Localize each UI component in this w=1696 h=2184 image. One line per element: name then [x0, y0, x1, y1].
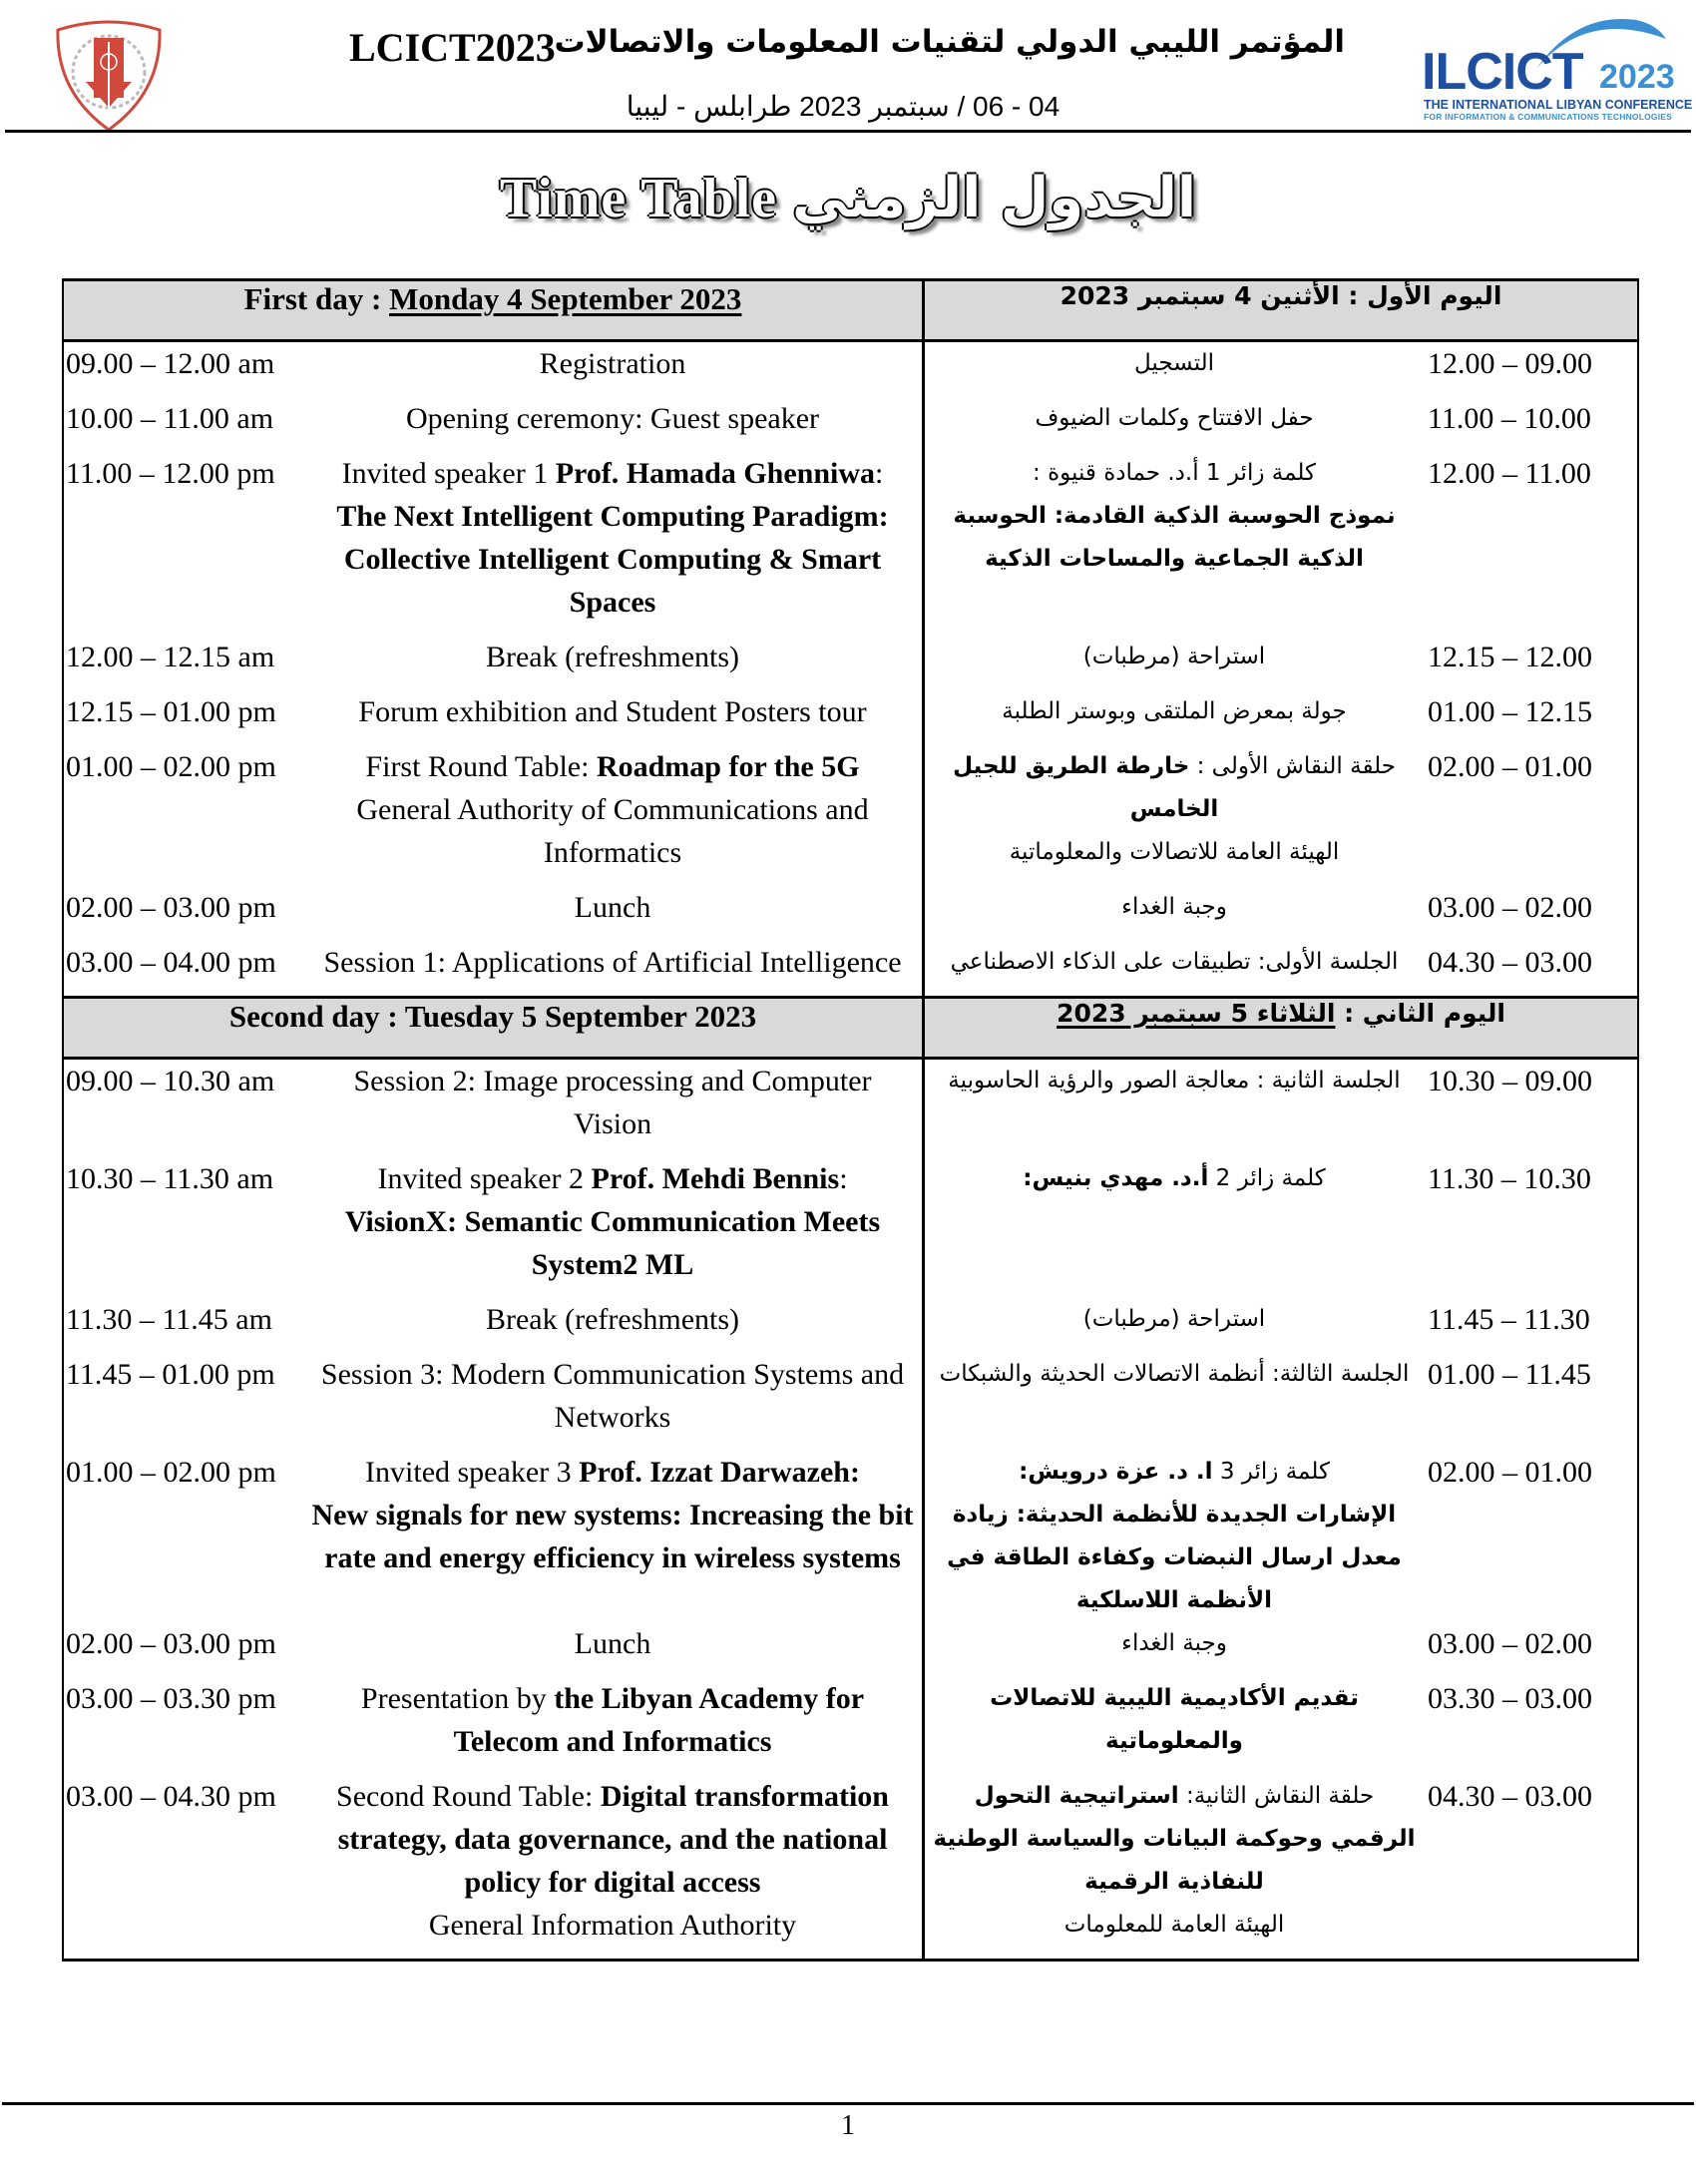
session-desc-en: [311, 690, 922, 733]
day-label-en: Second day :: [228, 999, 405, 1034]
session-desc-ar: [925, 1775, 1418, 1947]
session-title-en: Break (refreshments): [485, 641, 740, 673]
row-spacer: [64, 874, 922, 886]
session-title-en: Lunch: [574, 1627, 651, 1660]
row-spacer: [64, 1341, 922, 1353]
session-title-en: Presentation by: [360, 1682, 555, 1715]
schedule-line-ar: [925, 636, 1637, 678]
time-slot-en: 10.00 – 11.00 am: [66, 402, 274, 435]
row-spacer: [64, 1579, 922, 1591]
schedule-cell-ar: [924, 1157, 1639, 1298]
conference-dates-location: 04 - 06 / سبتمبر 2023 طرابلس - ليبيا: [626, 91, 1060, 122]
organizer-ar: الهيئة العامة للمعلومات: [1063, 1912, 1285, 1938]
schedule-cell-en: [63, 1451, 924, 1622]
time-slot-ar: 12.00 – 09.00: [1428, 347, 1592, 380]
time-slot-en: 10.30 – 11.30 am: [66, 1162, 274, 1195]
session-title-en: First Round Table:: [365, 750, 597, 783]
schedule-line-en: [64, 690, 922, 733]
schedule-cell-ar: [924, 886, 1639, 941]
row-spacer: [64, 440, 922, 452]
logo-tagline-2: FOR INFORMATION & COMMUNICATIONS TECHNOLOGIES: [1424, 112, 1673, 122]
conference-acronym: LCICT2023: [349, 25, 556, 70]
session-desc-en: [311, 1622, 922, 1665]
day-date-en: Tuesday 5 September 2023: [404, 999, 757, 1034]
header-divider: [5, 130, 1691, 133]
row-spacer: [64, 1947, 922, 1959]
schedule-line-ar: [925, 745, 1637, 874]
session-desc-en: [311, 1298, 922, 1341]
day-header-ar: [924, 280, 1639, 341]
time-slot-ar: 02.00 – 01.00: [1428, 750, 1592, 783]
time-slot-ar: 11.45 – 11.30: [1428, 1303, 1590, 1336]
schedule-row: [63, 636, 1638, 690]
session-title-ar: جولة بمعرض الملتقى وبوستر الطلبة: [1002, 698, 1347, 724]
session-title-en-bold: the Libyan Academy for Telecom and Informatics: [453, 1682, 865, 1758]
schedule-row: [63, 1157, 1638, 1298]
session-desc-en: [311, 1775, 922, 1947]
session-desc-ar: [925, 1677, 1418, 1763]
session-title-en: Session 2: Image processing and Computer Vision: [353, 1065, 872, 1140]
schedule-cell-en: [63, 397, 924, 452]
schedule-line-en: [64, 397, 922, 440]
time-slot-en: 02.00 – 03.00 pm: [66, 891, 276, 924]
row-spacer: [64, 1145, 922, 1157]
schedule-cell-ar: [924, 1059, 1639, 1158]
day-header-en: [63, 280, 924, 341]
session-desc-en: [311, 886, 922, 929]
session-title-ar-bold: خارطة الطريق للجيل الخامس: [953, 753, 1219, 822]
schedule-line-ar: [925, 397, 1637, 440]
page-title: [299, 166, 1397, 230]
session-desc-en: [311, 941, 922, 984]
session-title-en: Invited speaker 1: [341, 457, 556, 490]
time-slot-en: 03.00 – 04.30 pm: [66, 1780, 276, 1813]
talk-title-ar: نموذج الحوسبة الذكية القادمة: الحوسبة الذكية الجماعية والمساحات الذكية: [953, 503, 1396, 572]
row-spacer: [64, 733, 922, 745]
session-desc-ar: [925, 886, 1418, 929]
session-title-en: Break (refreshments): [485, 1303, 740, 1336]
session-title-en-tail: :: [875, 457, 884, 490]
session-title-en: Session 3: Modern Communication Systems and Networks: [320, 1358, 905, 1434]
session-title-en: Invited speaker 2: [377, 1162, 592, 1195]
time-slot-en: 03.00 – 03.30 pm: [66, 1682, 276, 1715]
talk-title-en: VisionX: Semantic Communication Meets System2 ML: [344, 1205, 881, 1281]
session-desc-ar: [925, 1622, 1418, 1665]
session-title-ar: الجلسة الثالثة: أنظمة الاتصالات الحديثة والشبكات: [939, 1361, 1410, 1387]
session-title-ar: كلمة زائر 2: [1208, 1165, 1326, 1191]
organizer-en: General Information Authority: [428, 1909, 797, 1942]
schedule-line-en: [64, 745, 922, 874]
schedule-cell-en: [63, 1157, 924, 1298]
day-header-ar: [924, 998, 1639, 1059]
schedule-line-ar: [925, 1298, 1637, 1341]
time-slot-en: 12.15 – 01.00 pm: [66, 695, 276, 728]
time-slot-en: 09.00 – 12.00 am: [66, 347, 275, 380]
schedule-row: [63, 1298, 1638, 1353]
time-slot-en: 02.00 – 03.00 pm: [66, 1627, 276, 1660]
row-spacer: [64, 984, 922, 996]
schedule-line-ar: [925, 452, 1637, 581]
talk-title-en: New signals for new systems: Increasing the bit rate and energy efficiency in wireless systems: [311, 1499, 914, 1574]
session-title-ar-bold: ا. د. عزة درويش:: [1019, 1459, 1213, 1485]
schedule-cell-en: [63, 452, 924, 636]
day-header-en: [63, 998, 924, 1059]
session-title-ar: وجبة الغداء: [1121, 894, 1227, 920]
schedule-line-ar: [925, 1775, 1637, 1947]
schedule-row: [63, 886, 1638, 941]
schedule-line-ar: [925, 1677, 1637, 1763]
time-slot-ar: 01.00 – 11.45: [1428, 1358, 1591, 1391]
row-spacer: [64, 929, 922, 941]
schedule-cell-en: [63, 341, 924, 398]
organizer-en: General Authority of Communications and Informatics: [356, 793, 869, 869]
day-label-en: First day :: [243, 281, 390, 316]
time-slot-ar: 11.00 – 10.00: [1428, 402, 1591, 435]
schedule-row: [63, 690, 1638, 745]
schedule-cell-ar: [924, 1298, 1639, 1353]
page-header: [0, 0, 1696, 136]
schedule-line-en: [64, 1451, 922, 1579]
talk-title-en: The Next Intelligent Computing Paradigm: Collective Intelligent Computing & Smart Spaces: [336, 500, 889, 619]
schedule-cell-ar: [924, 1677, 1639, 1775]
schedule-cell-en: [63, 886, 924, 941]
schedule-cell-en: [63, 690, 924, 745]
schedule-line-ar: [925, 1157, 1637, 1200]
schedule-cell-ar: [924, 690, 1639, 745]
session-title-ar: حلقة النقاش الأولى :: [1189, 753, 1396, 779]
schedule-row: [63, 1622, 1638, 1677]
organizer-ar: الهيئة العامة للاتصالات والمعلوماتية: [1009, 839, 1340, 865]
session-title-ar: كلمة زائر 1 أ.د. حمادة قنيوة :: [1033, 460, 1316, 486]
schedule-line-en: [64, 1157, 922, 1286]
page-title-en: Time Table: [499, 168, 778, 229]
session-desc-ar: [925, 1353, 1418, 1396]
schedule-cell-en: [63, 1622, 924, 1677]
session-desc-en: [311, 745, 922, 874]
schedule-cell-ar: [924, 1622, 1639, 1677]
ilcict-logo: [1422, 14, 1693, 124]
schedule-cell-ar: [924, 1775, 1639, 1961]
session-desc-en: [311, 636, 922, 678]
schedule-line-ar: [925, 1353, 1637, 1396]
time-slot-en: 03.00 – 04.00 pm: [66, 946, 276, 979]
time-slot-ar: 11.30 – 10.30: [1428, 1162, 1591, 1195]
session-title-ar: وجبة الغداء: [1121, 1630, 1227, 1656]
session-title-en: Invited speaker 3: [365, 1456, 580, 1489]
session-title-ar-bold: أ.د. مهدي بنيس:: [1023, 1165, 1209, 1191]
row-spacer: [64, 385, 922, 397]
session-title-ar: استراحة (مرطبات): [1082, 1306, 1266, 1332]
day-label-ar: اليوم الثاني :: [1335, 999, 1505, 1028]
session-desc-en: [311, 1451, 922, 1579]
schedule-row: [63, 1353, 1638, 1451]
session-desc-en: [311, 1060, 922, 1145]
session-desc-ar: [925, 397, 1418, 440]
schedule-row: [63, 1059, 1638, 1158]
schedule-line-ar: [925, 690, 1637, 733]
time-slot-ar: 12.15 – 12.00: [1428, 641, 1592, 673]
time-slot-ar: 10.30 – 09.00: [1428, 1065, 1592, 1097]
session-desc-en: [311, 397, 922, 440]
schedule-row: [63, 397, 1638, 452]
schedule-cell-ar: [924, 1451, 1639, 1622]
schedule-line-en: [64, 941, 922, 984]
session-desc-ar: [925, 1060, 1418, 1102]
schedule-cell-ar: [924, 941, 1639, 998]
session-desc-en: [311, 342, 922, 385]
schedule-row: [63, 341, 1638, 398]
time-slot-en: 01.00 – 02.00 pm: [66, 750, 276, 783]
day-date-ar: الثلاثاء 5 سبتمبر 2023: [1057, 999, 1336, 1028]
session-desc-en: [311, 1677, 922, 1763]
logo-main-text: ILCICT: [1422, 43, 1583, 101]
day-date-en: Monday 4 September 2023: [389, 281, 742, 316]
session-desc-ar: [925, 1157, 1418, 1200]
schedule-line-ar: [925, 1622, 1637, 1665]
time-slot-en: 01.00 – 02.00 pm: [66, 1456, 276, 1489]
schedule-line-ar: [925, 886, 1637, 929]
schedule-cell-ar: [924, 397, 1639, 452]
schedule-line-en: [64, 342, 922, 385]
session-desc-en: [311, 452, 922, 624]
schedule-cell-en: [63, 745, 924, 886]
session-title-en-bold: Roadmap for the 5G: [596, 750, 860, 783]
session-title-en: Second Round Table:: [336, 1780, 601, 1813]
session-title-ar: التسجيل: [1133, 350, 1215, 376]
day-header-row: [63, 998, 1638, 1059]
schedule-line-ar: [925, 1451, 1637, 1622]
session-desc-ar: [925, 745, 1418, 874]
session-title-ar-bold: استراتيجية التحول الرقمي وحوكمة البيانات والسياسة الوطنية للنفاذية الرقمية: [933, 1783, 1416, 1895]
time-slot-ar: 03.30 – 03.00: [1428, 1682, 1592, 1715]
session-title-ar: الجلسة الأولى: تطبيقات على الذكاء الاصطناعي: [950, 949, 1399, 975]
session-title-ar: حلقة النقاش الثانية:: [1178, 1783, 1375, 1809]
schedule-line-en: [64, 1677, 922, 1763]
session-title-en: Lunch: [574, 891, 651, 924]
schedule-cell-ar: [924, 452, 1639, 636]
schedule-line-en: [64, 886, 922, 929]
day-header-row: [63, 280, 1638, 341]
time-slot-en: 11.30 – 11.45 am: [66, 1303, 272, 1336]
session-title-en: Registration: [539, 347, 686, 380]
logo-year: 2023: [1599, 58, 1675, 96]
session-title-en-bold: Digital transformation strategy, data governance, and the national policy for digital access: [337, 1780, 889, 1899]
time-slot-en: 09.00 – 10.30 am: [66, 1065, 275, 1097]
session-desc-ar: [925, 636, 1418, 678]
schedule-cell-en: [63, 1677, 924, 1775]
schedule-row: [63, 1677, 1638, 1775]
schedule-line-en: [64, 1622, 922, 1665]
day-date-ar: الأثنين 4 سبتمبر 2023: [1060, 281, 1340, 310]
time-slot-ar: 04.30 – 03.00: [1428, 946, 1592, 979]
time-slot-ar: 03.00 – 02.00: [1428, 1627, 1592, 1660]
schedule-cell-en: [63, 941, 924, 998]
schedule-cell-en: [63, 1353, 924, 1451]
session-desc-ar: [925, 690, 1418, 733]
session-title-en: Opening ceremony: Guest speaker: [405, 402, 820, 435]
schedule-line-en: [64, 636, 922, 678]
schedule-cell-en: [63, 1775, 924, 1961]
session-desc-en: [311, 1353, 922, 1439]
schedule-line-en: [64, 452, 922, 624]
schedule-line-ar: [925, 342, 1637, 385]
session-title-en-bold: Prof. Hamada Ghenniwa: [555, 457, 876, 490]
schedule-cell-en: [63, 1298, 924, 1353]
session-title-ar: استراحة (مرطبات): [1082, 644, 1266, 669]
session-title-en-bold: Prof. Mehdi Bennis: [591, 1162, 840, 1195]
time-slot-ar: 02.00 – 01.00: [1428, 1456, 1592, 1489]
schedule-line-ar: [925, 1060, 1637, 1102]
session-desc-ar: [925, 452, 1418, 581]
schedule-line-ar: [925, 941, 1637, 984]
schedule-cell-en: [63, 636, 924, 690]
session-desc-ar: [925, 941, 1418, 984]
session-title-ar: حفل الافتتاح وكلمات الضيوف: [1035, 405, 1314, 431]
conference-title-arabic: المؤتمر الليبي الدولي لتقنيات المعلومات والاتصالات: [554, 24, 1345, 60]
schedule-cell-ar: [924, 341, 1639, 398]
time-slot-ar: 12.00 – 11.00: [1428, 457, 1591, 490]
talk-title-ar: الإشارات الجديدة للأنظمة الحديثة: زيادة معدل ارسال النبضات وكفاءة الطاقة في الأنظمة اللاسلكية: [947, 1502, 1402, 1613]
row-spacer: [64, 1665, 922, 1677]
schedule-row: [63, 452, 1638, 636]
schedule-cell-ar: [924, 636, 1639, 690]
page-title-ar: الجدول الزمني: [792, 166, 1197, 230]
session-title-en-bold: Prof. Izzat Darwazeh:: [579, 1456, 860, 1489]
time-slot-ar: 03.00 – 02.00: [1428, 891, 1592, 924]
row-spacer: [64, 678, 922, 690]
session-title-ar: الجلسة الثانية : معالجة الصور والرؤية الحاسوبية: [948, 1068, 1401, 1093]
page-number: 1: [841, 2110, 855, 2141]
schedule-line-en: [64, 1298, 922, 1341]
day-label-ar: اليوم الأول :: [1339, 281, 1502, 310]
schedule-row: [63, 941, 1638, 998]
schedule-row: [63, 1451, 1638, 1622]
schedule-cell-ar: [924, 745, 1639, 886]
row-spacer: [64, 1439, 922, 1451]
row-spacer: [64, 624, 922, 636]
time-slot-ar: 01.00 – 12.15: [1428, 695, 1592, 728]
logo-tagline-1: THE INTERNATIONAL LIBYAN CONFERENCE: [1424, 98, 1693, 112]
schedule-line-en: [64, 1353, 922, 1439]
session-desc-ar: [925, 342, 1418, 385]
schedule-line-en: [64, 1775, 922, 1947]
schedule-row: [63, 745, 1638, 886]
session-title-ar-bold: تقديم الأكاديمية الليبية للاتصالات والمعلوماتية: [990, 1685, 1359, 1754]
session-title-en: Forum exhibition and Student Posters tour: [358, 695, 867, 728]
schedule-cell-ar: [924, 1353, 1639, 1451]
session-title-en: Session 1: Applications of Artificial Intelligence: [323, 946, 902, 979]
time-slot-en: 12.00 – 12.15 am: [66, 641, 275, 673]
row-spacer: [64, 1286, 922, 1298]
schedule-row: [63, 1775, 1638, 1961]
session-desc-ar: [925, 1298, 1418, 1341]
schedule-line-en: [64, 1060, 922, 1145]
session-desc-ar: [925, 1451, 1418, 1622]
footer-divider: [2, 2102, 1694, 2105]
schedule-cell-en: [63, 1059, 924, 1158]
session-title-en-tail: :: [839, 1162, 848, 1195]
session-desc-en: [311, 1157, 922, 1286]
timetable: [62, 278, 1639, 1962]
session-title-ar: كلمة زائر 3: [1212, 1459, 1330, 1485]
row-spacer: [64, 1763, 922, 1775]
time-slot-en: 11.00 – 12.00 pm: [66, 457, 275, 490]
university-seal-icon: [50, 12, 168, 134]
time-slot-en: 11.45 – 01.00 pm: [66, 1358, 275, 1391]
time-slot-ar: 04.30 – 03.00: [1428, 1780, 1592, 1813]
